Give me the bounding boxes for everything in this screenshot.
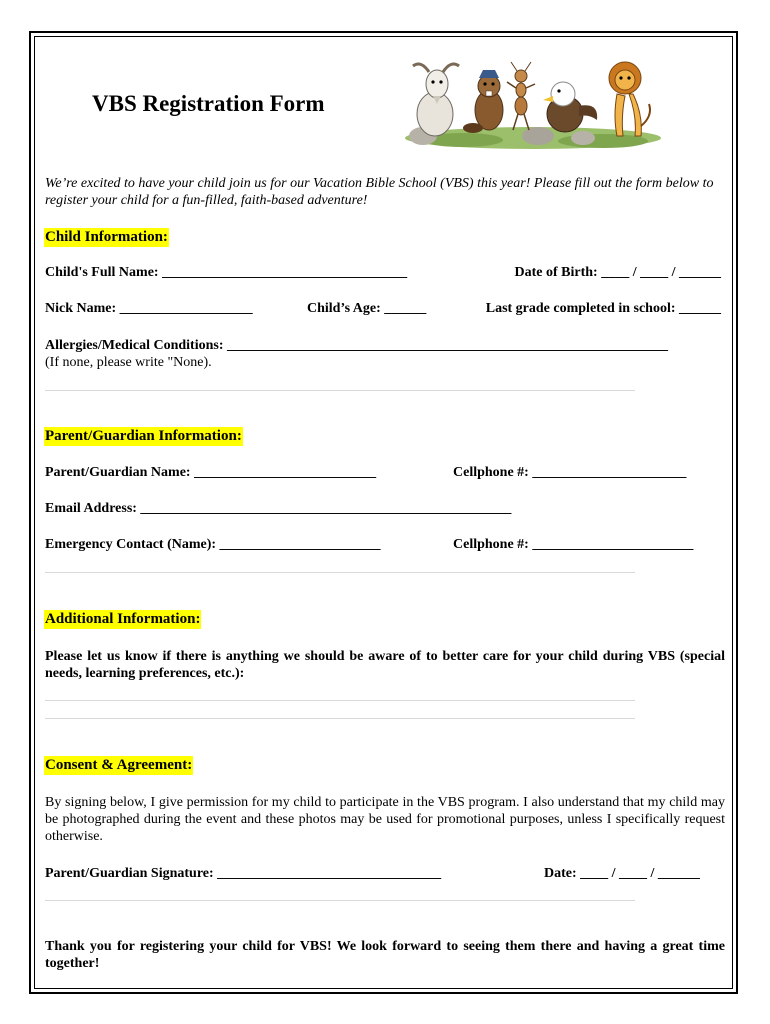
parent-guardian-signature-field[interactable]: Parent/Guardian Signature: ________________________________ (45, 866, 442, 881)
emergency-cellphone-field[interactable]: Cellphone #: _______________________ (453, 537, 694, 552)
consent-statement: By signing below, I give permission for my child to participate in the VBS program. I also understand that my child may be photographed during the event and these photos may be used for promotional purposes, unless I specifically request otherwise. (45, 795, 725, 844)
signature-date-field[interactable]: Date: ____ / ____ / ______ (544, 866, 700, 881)
date-of-birth-field[interactable]: Date of Birth: ____ / ____ / ______ (514, 265, 721, 280)
parent-guardian-name-field[interactable]: Parent/Guardian Name: __________________________ (45, 465, 377, 480)
ant-figure (507, 62, 535, 130)
lion-figure (609, 62, 650, 136)
allergies-note: (If none, please write "None). (45, 355, 212, 370)
answer-line[interactable] (45, 718, 635, 719)
eagle-figure (543, 82, 597, 132)
beaver-figure (463, 70, 503, 133)
vbs-characters-illustration (403, 56, 661, 150)
section-heading-consent-agreement: Consent & Agreement: (45, 757, 193, 773)
allergies-medical-field[interactable]: Allergies/Medical Conditions: _______________________________________________________________ (45, 338, 668, 353)
childs-age-field[interactable]: Child’s Age: ______ (307, 301, 427, 316)
goat-figure (413, 64, 459, 136)
section-heading-additional-information: Additional Information: (45, 611, 201, 627)
divider (45, 900, 635, 901)
divider (45, 390, 635, 391)
childs-full-name-field[interactable]: Child's Full Name: ___________________________________ (45, 265, 408, 280)
additional-information-prompt: Please let us know if there is anything we should be aware of to better care for your child during VBS (special needs, learning preferences, etc.): (45, 649, 725, 681)
nick-name-field[interactable]: Nick Name: ___________________ (45, 301, 253, 316)
intro-text: We’re excited to have your child join us for our Vacation Bible School (VBS) this year! Please fill out the form below to register your child for a fun-filled, faith-based adventure! (45, 176, 714, 208)
section-heading-parent-guardian-information: Parent/Guardian Information: (45, 428, 242, 444)
parent-cellphone-field[interactable]: Cellphone #: ______________________ (453, 465, 687, 480)
emergency-contact-name-field[interactable]: Emergency Contact (Name): _______________________ (45, 537, 381, 552)
last-grade-completed-field[interactable]: Last grade completed in school: ______ (485, 301, 721, 316)
email-address-field[interactable]: Email Address: _____________________________________________________ (45, 501, 512, 516)
page-title: VBS Registration Form (92, 91, 325, 116)
answer-line[interactable] (45, 700, 635, 701)
divider (45, 572, 635, 573)
section-heading-child-information: Child Information: (45, 229, 168, 245)
closing-message: Thank you for registering your child for VBS! We look forward to seeing them there and having a great time together! (45, 939, 725, 971)
